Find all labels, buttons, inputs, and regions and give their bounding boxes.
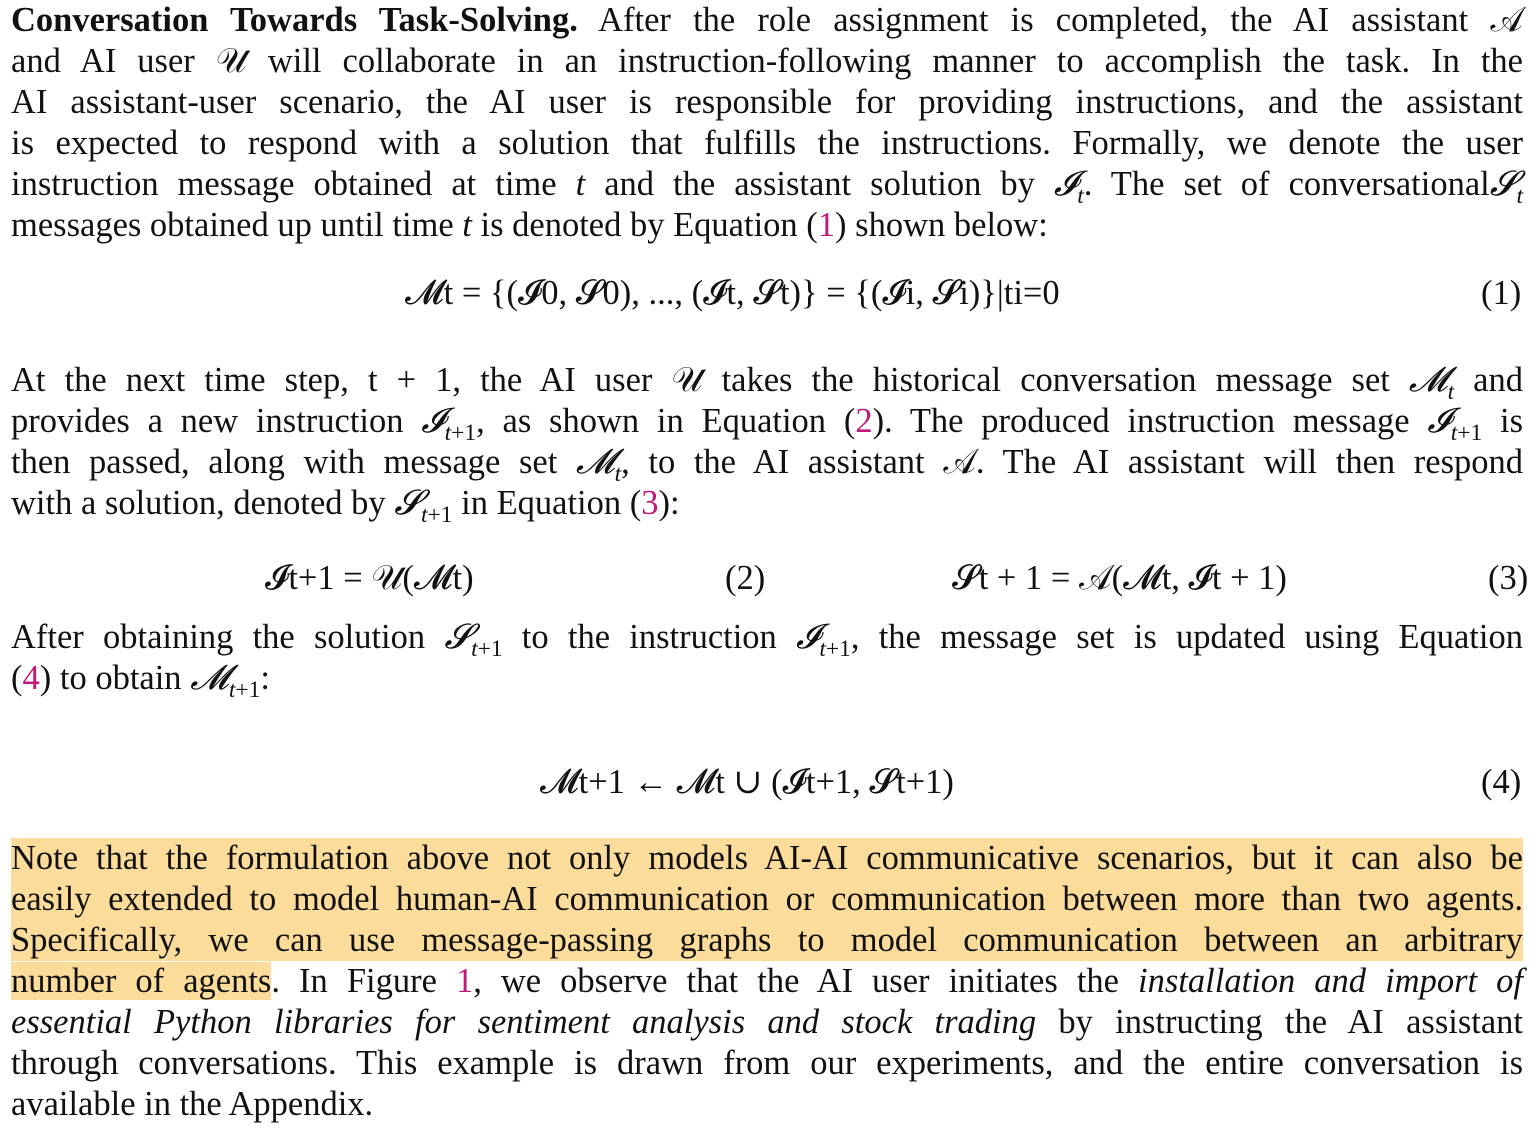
text: instruction message obtained at time [11, 165, 576, 203]
highlighted-line: Note that the formulation above not only models AI-AI communicative scenarios, but it can also be [11, 839, 1523, 877]
text: , we observe that the AI user initiates the [473, 962, 1139, 1000]
equation-ref-4[interactable]: 4 [22, 659, 40, 697]
text-line: available in the Appendix. [11, 1085, 374, 1123]
equation-3: 𝓢t + 1 = 𝒜(𝓜t, 𝓘t + 1) [952, 559, 1287, 597]
text: ) shown below: [835, 206, 1048, 244]
text-line: At the next time step, t + 1, the AI user 𝒰 takes the historical conversation message set 𝓜$_t$ and [11, 360, 1523, 406]
text: After the role assignment is completed, the AI assistant 𝒜 [598, 1, 1523, 39]
text-line: provides a new instruction 𝓘$_{t+1}$, as shown in Equation (2). The produced instruction message 𝓘$_{t+1}$ is [11, 401, 1524, 447]
equation-ref-3[interactable]: 3 [641, 484, 659, 522]
text-line: with a solution, denoted by 𝓢$_{t+1}$ in Equation (3): [11, 483, 680, 529]
text-line [11, 0, 1523, 41]
equation-2: 𝓘t+1 = 𝒰(𝓜t) [265, 559, 474, 597]
highlighted-line: easily extended to model human-AI communication or communication between more than two agents. [11, 880, 1523, 918]
text: in Equation ( [452, 484, 642, 522]
text: At the next time step, t + 1, the AI user 𝒰 takes the historical conversation message set [11, 361, 1409, 399]
text-line: AI assistant-user scenario, the AI user is responsible for providing instructions, and the assistant [11, 83, 1523, 121]
equation-4: 𝓜t+1 ← 𝓜t ∪ (𝓘t+1, 𝓢t+1) [540, 763, 954, 801]
text: by instructing the AI assistant [1036, 1003, 1523, 1041]
paragraph-update [11, 617, 1523, 704]
text: messages obtained up until time [11, 206, 463, 244]
figure-ref-1[interactable]: 1 [455, 962, 474, 1000]
text-line: messages obtained up until time t is denoted by Equation (1) shown below: [11, 206, 1048, 244]
text: ) to obtain [39, 659, 191, 697]
equation-1: 𝓜t = {(𝓘0, 𝓢0), ..., (𝓘t, 𝓢t)} = {(𝓘i, 𝓢i)}|ti=0 [405, 274, 1060, 312]
text-line: (4) to obtain 𝓜$_{t+1}$: [11, 658, 270, 704]
text: ): [658, 484, 680, 522]
paragraph-note [11, 838, 1523, 1125]
equation-number-3: (3) [1488, 559, 1529, 597]
text: is [1482, 402, 1524, 440]
equation-ref-1[interactable]: 1 [817, 206, 836, 244]
paragraph-conversation-task-solving [11, 0, 1523, 246]
highlighted-text: number of agents [11, 962, 272, 1000]
equation-number-4: (4) [1481, 763, 1522, 801]
text-line [11, 961, 1523, 1002]
equation-number-1: (1) [1481, 274, 1522, 312]
text-line [11, 1002, 1523, 1043]
text-line: After obtaining the solution 𝓢$_{t+1}$ to the instruction 𝓘$_{t+1}$, the message set is updated using Equation [11, 617, 1523, 663]
text: : [260, 659, 270, 697]
highlighted-line: Specifically, we can use message-passing graphs to model communication between an arbitrary [11, 921, 1523, 959]
text: is denoted by Equation ( [471, 206, 818, 244]
text: , as shown in Equation ( [476, 402, 856, 440]
paragraph-next-step [11, 360, 1524, 529]
text-line: then passed, along with message set 𝓜$_t$, to the AI assistant 𝒜. The AI assistant will then respond [11, 442, 1524, 488]
equation-number-2: (2) [725, 559, 766, 597]
equation-ref-2[interactable]: 2 [855, 402, 873, 440]
text: , the message set is updated using Equation [850, 618, 1523, 656]
section-heading: Conversation Towards Task-Solving. [11, 1, 578, 39]
text: and the assistant solution by [585, 165, 1054, 203]
text: . The set of conversational [1083, 165, 1490, 203]
text: . In Figure [271, 962, 456, 1000]
text: to the instruction [502, 618, 797, 656]
text: ( [11, 659, 23, 697]
text: and [1454, 361, 1523, 399]
italic-text: installation and import of [1138, 962, 1523, 1000]
text: , to the AI assistant 𝒜. The AI assistant will then respond [621, 443, 1524, 481]
text-line: is expected to respond with a solution that fulfills the instructions. Formally, we denote the user [11, 124, 1523, 162]
text: then passed, along with message set [11, 443, 576, 481]
italic-text: essential Python libraries for sentiment analysis and stock trading [11, 1003, 1037, 1041]
text: ). The produced instruction message [872, 402, 1428, 440]
text: After obtaining the solution [11, 618, 445, 656]
text: with a solution, denoted by [11, 484, 395, 522]
text-line: and AI user 𝒰 will collaborate in an instruction-following manner to accomplish the task. In the [11, 42, 1523, 80]
text-line: through conversations. This example is drawn from our experiments, and the entire conversation is [11, 1044, 1523, 1082]
text: provides a new instruction [11, 402, 422, 440]
text-line: instruction message obtained at time t and the assistant solution by 𝓘$_t$. The set of conversational𝓢$_t$ [11, 164, 1523, 210]
